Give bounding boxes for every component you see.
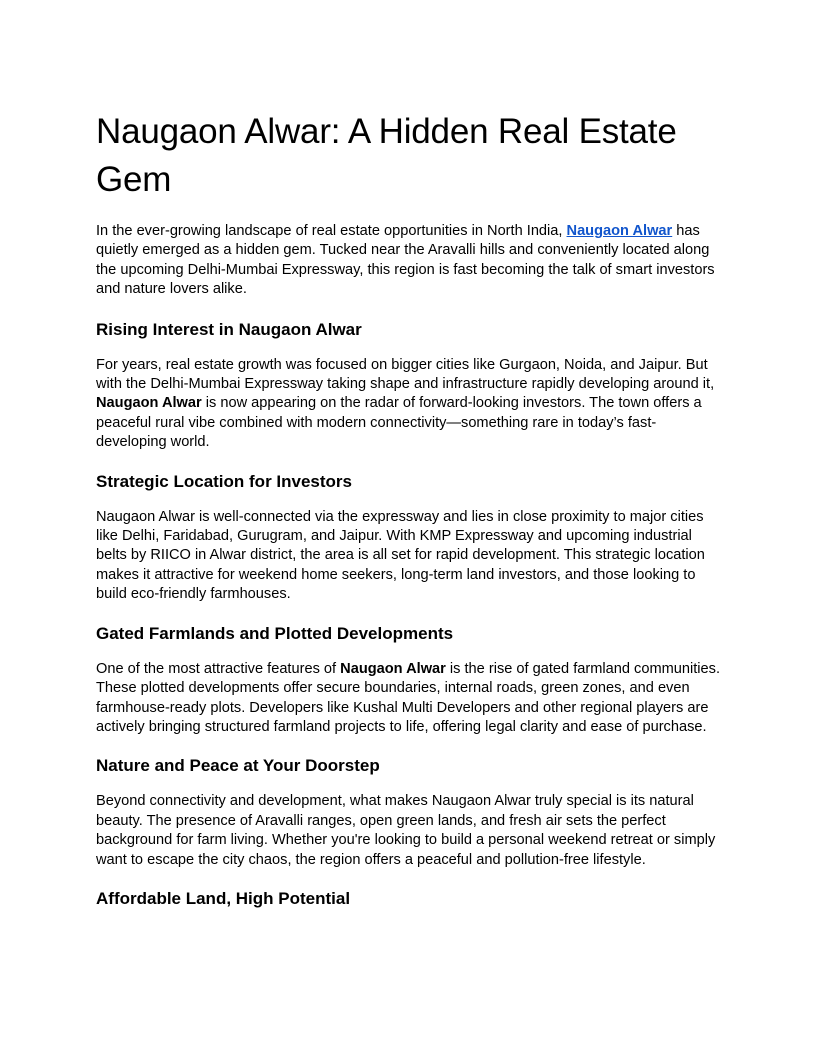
section-heading-rising-interest: Rising Interest in Naugaon Alwar	[96, 319, 362, 339]
paragraph-text: One of the most attractive features of	[96, 660, 341, 677]
section-paragraph-strategic-location: Naugaon Alwar is well-connected via the expressway and lies in close proximity to major cities like Delhi, Faridabad, Gurugram, and Jaipur. With KMP Expressway and upcoming industrial belts by RIICO in Alwar district, the area is all set for rapid development. This strategic location makes it attractive for weekend home seekers, long-term land investors, and those looking to build eco-friendly farmhouses.	[96, 508, 705, 603]
intro-paragraph	[96, 222, 722, 300]
bold-naugaon-alwar: Naugaon Alwar	[340, 660, 446, 677]
intro-text-before: In the ever-growing landscape of real estate opportunities in North India,	[96, 223, 567, 239]
paragraph-text: is now appearing on the radar of forward-looking investors. The town offers a peaceful rural vibe combined with modern connectivity—something rare in today’s fast-developing world.	[96, 395, 702, 451]
section-heading-affordable-land: Affordable Land, High Potential	[96, 888, 351, 908]
section-paragraph-gated-farmlands	[96, 660, 722, 738]
intro-text-after: has quietly emerged as a hidden gem. Tucked near the Aravalli hills and conveniently located along the upcoming Delhi-Mumbai Expressway, this region is fast becoming the talk of smart investors and nature lovers alike.	[96, 223, 715, 298]
paragraph-text: is the rise of gated farmland communities. These plotted developments offer secure boundaries, internal roads, green zones, and even farmhouse-ready plots. Developers like Kushal Multi Developers and other regional players are actively bringing structured farmland projects to life, offering legal clarity and ease of purchase.	[96, 660, 721, 735]
section-paragraph-rising-interest	[96, 356, 722, 453]
section-heading-strategic-location: Strategic Location for Investors	[96, 471, 352, 491]
naugaon-alwar-link[interactable]: Naugaon Alwar	[566, 223, 673, 239]
document-page	[96, 108, 722, 925]
paragraph-text: For years, real estate growth was focused on bigger cities like Gurgaon, Noida, and Jaipur. But with the Delhi-Mumbai Expressway taking shape and infrastructure rapidly developing around it,	[96, 356, 715, 393]
section-paragraph-nature-peace: Beyond connectivity and development, what makes Naugaon Alwar truly special is its natural beauty. The presence of Aravalli ranges, open green lands, and fresh air sets the perfect background for farm living. Whether you're looking to build a personal weekend retreat or simply want to escape the city chaos, the region offers a peaceful and pollution-free lifestyle.	[96, 793, 716, 868]
section-heading-nature-peace: Nature and Peace at Your Doorstep	[96, 756, 380, 776]
page-title: Naugaon Alwar: A Hidden Real Estate Gem	[96, 112, 677, 199]
bold-naugaon-alwar: Naugaon Alwar	[96, 395, 202, 412]
section-heading-gated-farmlands: Gated Farmlands and Plotted Developments	[96, 623, 454, 643]
